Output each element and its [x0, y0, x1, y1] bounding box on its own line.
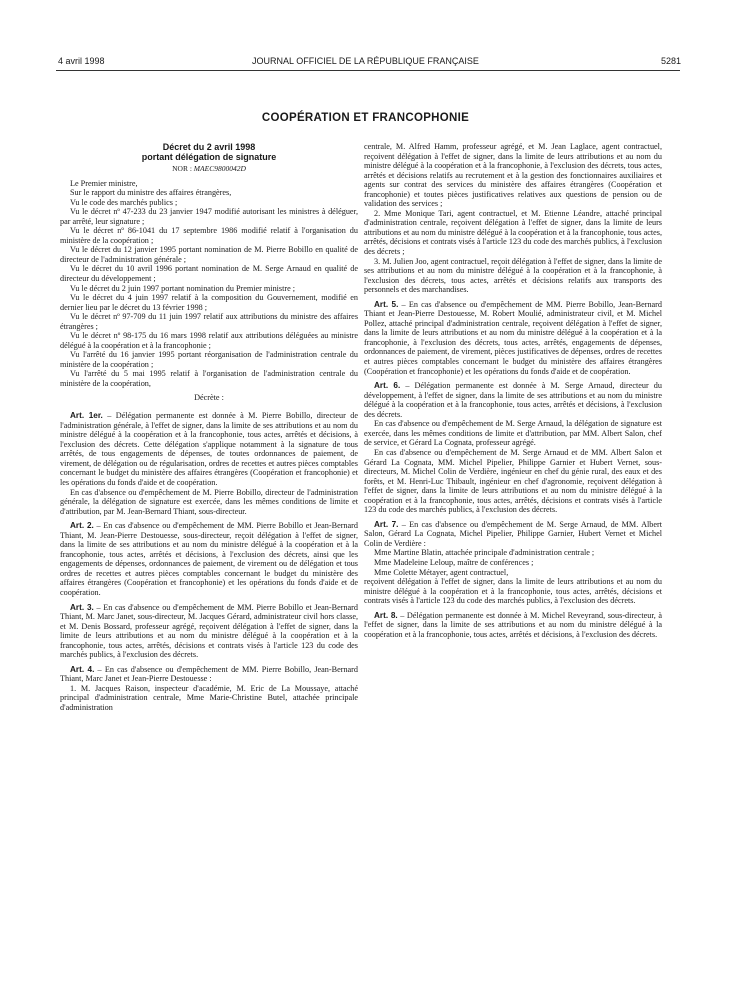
paragraph: Vu le décret du 4 juin 1997 relatif à la composition du Gouvernement, modifié en dernier lieu par le décret du 13 février 1998 ;: [60, 293, 358, 312]
paragraph: En cas d'absence ou d'empêchement de M. Serge Arnaud et de MM. Albert Salon et Gérard La Cognata, MM. Michel Pipelier, Philippe Garnier et Hubert Vernet, sous-directeurs, M. Michel Colin de Verdière, ingénieur en chef du génie rural, des eaux et des forêts, et M. Henri-Luc Thibault, ingénieur en chef d'agronomie, reçoivent délégation à l'effet de signer, dans la limite de leurs attributions et au nom du ministre délégué à la coopération et à la francophonie, tous actes, arrêtés, décisions et contrats visés à l'article 123 du code des marchés publics, à l'exclusion des décrets.: [364, 447, 662, 515]
paragraph: Mme Colette Métayer, agent contractuel,: [374, 567, 509, 577]
paragraph: reçoivent délégation à l'effet de signer, dans la limite de leurs attributions et au nom du ministre délégué à la coopération et à la francophonie, tous actes, arrêtés, décisions et contrats visés à l'article 123 du code des marchés publics, à l'exclusion des décrets.: [364, 577, 662, 606]
article-text: – En cas d'absence ou d'empêchement de MM. Pierre Bobillo et Jean-Bernard Thiant, M. Marc Janet, sous-directeur, M. Jacques Gérard, administrateur civil hors classe, et M. Denis Bossard, professeur agrégé, reçoivent délégation à l'effet de signer, dans la limite de leurs attributions et au nom du ministre délégué à la coopération et à la francophonie, tous actes, arrêtés, décisions et contrats visés à l'article 123 du code des marchés publics, à l'exclusion des décrets.: [60, 602, 358, 660]
paragraph: Vu l'arrêté du 16 janvier 1995 portant réorganisation de l'administration centrale du ministère de la coopération ;: [60, 350, 358, 369]
paragraph: Vu l'arrêté du 5 mai 1995 relatif à l'organisation de l'administration centrale du ministère de la coopération,: [60, 369, 358, 389]
article-label: Art. 7.: [374, 519, 399, 529]
article-paragraph: [364, 300, 662, 376]
article-label: Art. 4.: [70, 664, 95, 674]
nor-reference: [60, 164, 358, 174]
paragraph: Vu le décret nº 47-233 du 23 janvier 1947 modifié autorisant les ministres à déléguer, par arrêté, leur signature ;: [60, 207, 358, 226]
article-label: Art. 3.: [70, 602, 94, 612]
left-column: [60, 142, 358, 713]
article-label: Art. 1er.: [70, 411, 103, 421]
article-paragraph: [60, 603, 358, 660]
paragraph: En cas d'absence ou d'empêchement de M. Pierre Bobillo, directeur de l'administration générale, la délégation de signature est exercée, dans les mêmes conditions de limite et d'attribution, par M. Jean-Bernard Thiant, sous-directeur.: [60, 487, 358, 516]
paragraph: 1. M. Jacques Raison, inspecteur d'académie, M. Eric de La Moussaye, attaché principal d'administration centrale, Mme Marie-Christine Butel, attachée principale d'administration: [60, 683, 358, 712]
article-paragraph: [60, 411, 358, 487]
paragraph: 2. Mme Monique Tari, agent contractuel, et M. Etienne Léandre, attaché principal d'administration centrale, reçoivent délégation à l'effet de signer, dans la limite de leurs attributions et au nom du ministre délégué à la coopération et à la francophonie, tous actes, arrêtés, décisions et contrats visés à l'article 123 du code des marchés publics, à l'exclusion des décrets ;: [364, 208, 662, 257]
section-title: COOPÉRATION ET FRANCOPHONIE: [261, 112, 470, 124]
left-column-body: [60, 179, 358, 713]
article-text: – En cas d'absence ou d'empêchement de MM. Pierre Bobillo, Jean-Bernard Thiant et Jean-Pierre Destouesse, M. Robert Moulié, administrateur civil, et M. Michel Pollez, attaché principal d'administration centrale, reçoivent délégation à l'effet de signer, dans la limite de leurs attributions et au nom du ministre délégué à la coopération et à la francophonie, à l'exclusion des décrets, tous actes, arrêtés, engagements de dépenses, ordonnances de paiement, de virement, pièces justificatives de dépenses, ordres de recettes et autres pièces comptables concernant le budget du ministère des affaires étrangères (Coopération et francophonie) et les opérations du fonds d'aide et de coopération.: [364, 299, 662, 376]
paragraph: Vu le décret nº 86-1041 du 17 septembre 1986 modifié relatif à l'organisation du ministère de la coopération ;: [60, 226, 358, 245]
paragraph: Mme Madeleine Leloup, maître de conférences ;: [374, 557, 534, 567]
paragraph: centrale, M. Alfred Hamm, professeur agrégé, et M. Jean Laglace, agent contractuel, reçoivent délégation à l'effet de signer, dans la limite de leurs attributions et au nom du ministre délégué à la coopération et à la francophonie, à l'exclusion des décrets, tous actes, arrêtés et décisions relatifs au recrutement et à la gestion des fonctionnaires auxiliaires et agents sur contrat des services du ministère des affaires étrangères (Coopération et francophonie) et toutes pièces justificatives relatives aux questions de pension ou de validation des services ;: [364, 142, 662, 209]
right-column-body: [364, 142, 662, 639]
right-column: [364, 142, 662, 639]
article-text: – En cas d'absence ou d'empêchement de M. Serge Arnaud, de MM. Albert Salon, Gérard La Cognata, Michel Pipelier, Philippe Garnier, Hubert Vernet et Michel Colin de Verdière :: [364, 519, 662, 548]
paragraph: Vu le code des marchés publics ;: [70, 197, 178, 207]
paragraph: Mme Martine Blatin, attachée principale d'administration centrale ;: [374, 548, 595, 558]
article-label: Art. 5.: [374, 299, 399, 309]
article-text: – Délégation permanente est donnée à M. Michel Reveyrand, sous-directeur, à l'effet de signer, dans la limite de ses attributions et au nom du ministre délégué à la coopération et à la francophonie, tous actes, arrêtés et décisions, à l'exclusion des décrets.: [364, 610, 662, 639]
article-paragraph: [60, 521, 358, 597]
article-label: Art. 8.: [374, 610, 398, 620]
paragraph: En cas d'absence ou d'empêchement de M. Serge Arnaud, la délégation de signature est exercée, dans les mêmes conditions de limite et d'attribution, par MM. Albert Salon, chef de service, et Gérard La Cognata, professeur agrégé.: [364, 419, 662, 448]
paragraph: Vu le décret nº 97-709 du 11 juin 1997 relatif aux attributions du ministre des affaires étrangères ;: [60, 312, 358, 331]
article-text: – En cas d'absence ou d'empêchement de MM. Pierre Bobillo, Jean-Bernard Thiant, Marc Janet et Jean-Pierre Destouesse :: [60, 664, 358, 684]
header-journal-title: JOURNAL OFFICIEL DE LA RÉPUBLIQUE FRANÇAISE: [252, 56, 479, 66]
paragraph: Vu le décret du 2 juin 1997 portant nomination du Premier ministre ;: [70, 283, 296, 293]
article-label: Art. 6.: [374, 381, 401, 391]
article-paragraph: [60, 665, 358, 684]
header-page-number: 5281: [660, 56, 681, 66]
article-text: – Délégation permanente est donnée à M. Serge Arnaud, directeur du développement, à l'effet de signer, dans la limite de ses attributions et au nom du ministre délégué à la coopération et à la francophonie, tous actes, arrêtés et décisions, à l'exclusion des décrets.: [364, 381, 662, 419]
article-text: – En cas d'absence ou d'empêchement de MM. Pierre Bobillo et Jean-Bernard Thiant, M. Jean-Pierre Destouesse, sous-directeur, reçoit délégation à l'effet de signer, dans la limite de ses attributions et au nom du ministre délégué à la coopération et à la francophonie, tous actes, arrêtés et décisions, à l'exclusion des décrets, ainsi que les engagements de dépenses, ordonnances de paiement, de virement ou de délégation et tous ordres de recettes et autres pièces comptables concernant le budget du ministère des affaires étrangères (Coopération et francophonie) et les opérations du fonds d'aide et de coopération.: [60, 521, 358, 597]
paragraph: Vu le décret nº 98-175 du 16 mars 1998 relatif aux attributions déléguées au ministre délégué à la coopération et à la francophonie ;: [60, 331, 358, 350]
paragraph: Sur le rapport du ministre des affaires étrangères,: [70, 188, 232, 198]
header-rule: [56, 70, 680, 71]
article-paragraph: [364, 381, 662, 419]
decree-operative-word: Décrète :: [194, 392, 224, 402]
header-date: 4 avril 1998: [58, 56, 105, 66]
paragraph: 3. M. Julien Joo, agent contractuel, reçoit délégation à l'effet de signer, dans la limite de ses attributions et au nom du ministre délégué à la coopération et à la francophonie, à l'exclusion des décrets, tous actes, arrêtés et décisions relatifs aux transports des personnels et des marchandises.: [364, 256, 662, 295]
article-paragraph: [364, 611, 662, 640]
article-paragraph: [364, 520, 662, 549]
paragraph: Vu le décret du 10 avril 1996 portant nomination de M. Serge Arnaud en qualité de directeur du développement ;: [60, 264, 358, 284]
decree-title: Décret du 2 avril 1998: [162, 142, 256, 152]
paragraph: Le Premier ministre,: [70, 178, 138, 188]
running-header: [0, 56, 731, 70]
article-label: Art. 2.: [70, 521, 94, 531]
nor-code: MAEC9800042D: [193, 164, 246, 173]
nor-label: NOR :: [172, 164, 192, 173]
paragraph: Vu le décret du 12 janvier 1995 portant nomination de M. Pierre Bobillo en qualité de directeur de l'administration générale ;: [60, 245, 358, 264]
decree-subtitle: portant délégation de signature: [141, 152, 277, 162]
article-text: – Délégation permanente est donnée à M. Pierre Bobillo, directeur de l'administration générale, à l'effet de signer, dans la limite de ses attributions et au nom du ministre délégué à la coopération et à la francophonie, tous actes, arrêtés et décisions, à l'exclusion des décrets. Cette délégation s'applique notamment à la signature de tous arrêtés, de tous engagements de dépenses, de toutes ordonnances de paiement, de virement, de délégation ou de régularisation, ordres de recettes et autres pièces comptables concernant le budget du ministère des affaires étrangères (Coopération et francophonie) et les opérations du fonds d'aide et de coopération.: [60, 411, 358, 487]
